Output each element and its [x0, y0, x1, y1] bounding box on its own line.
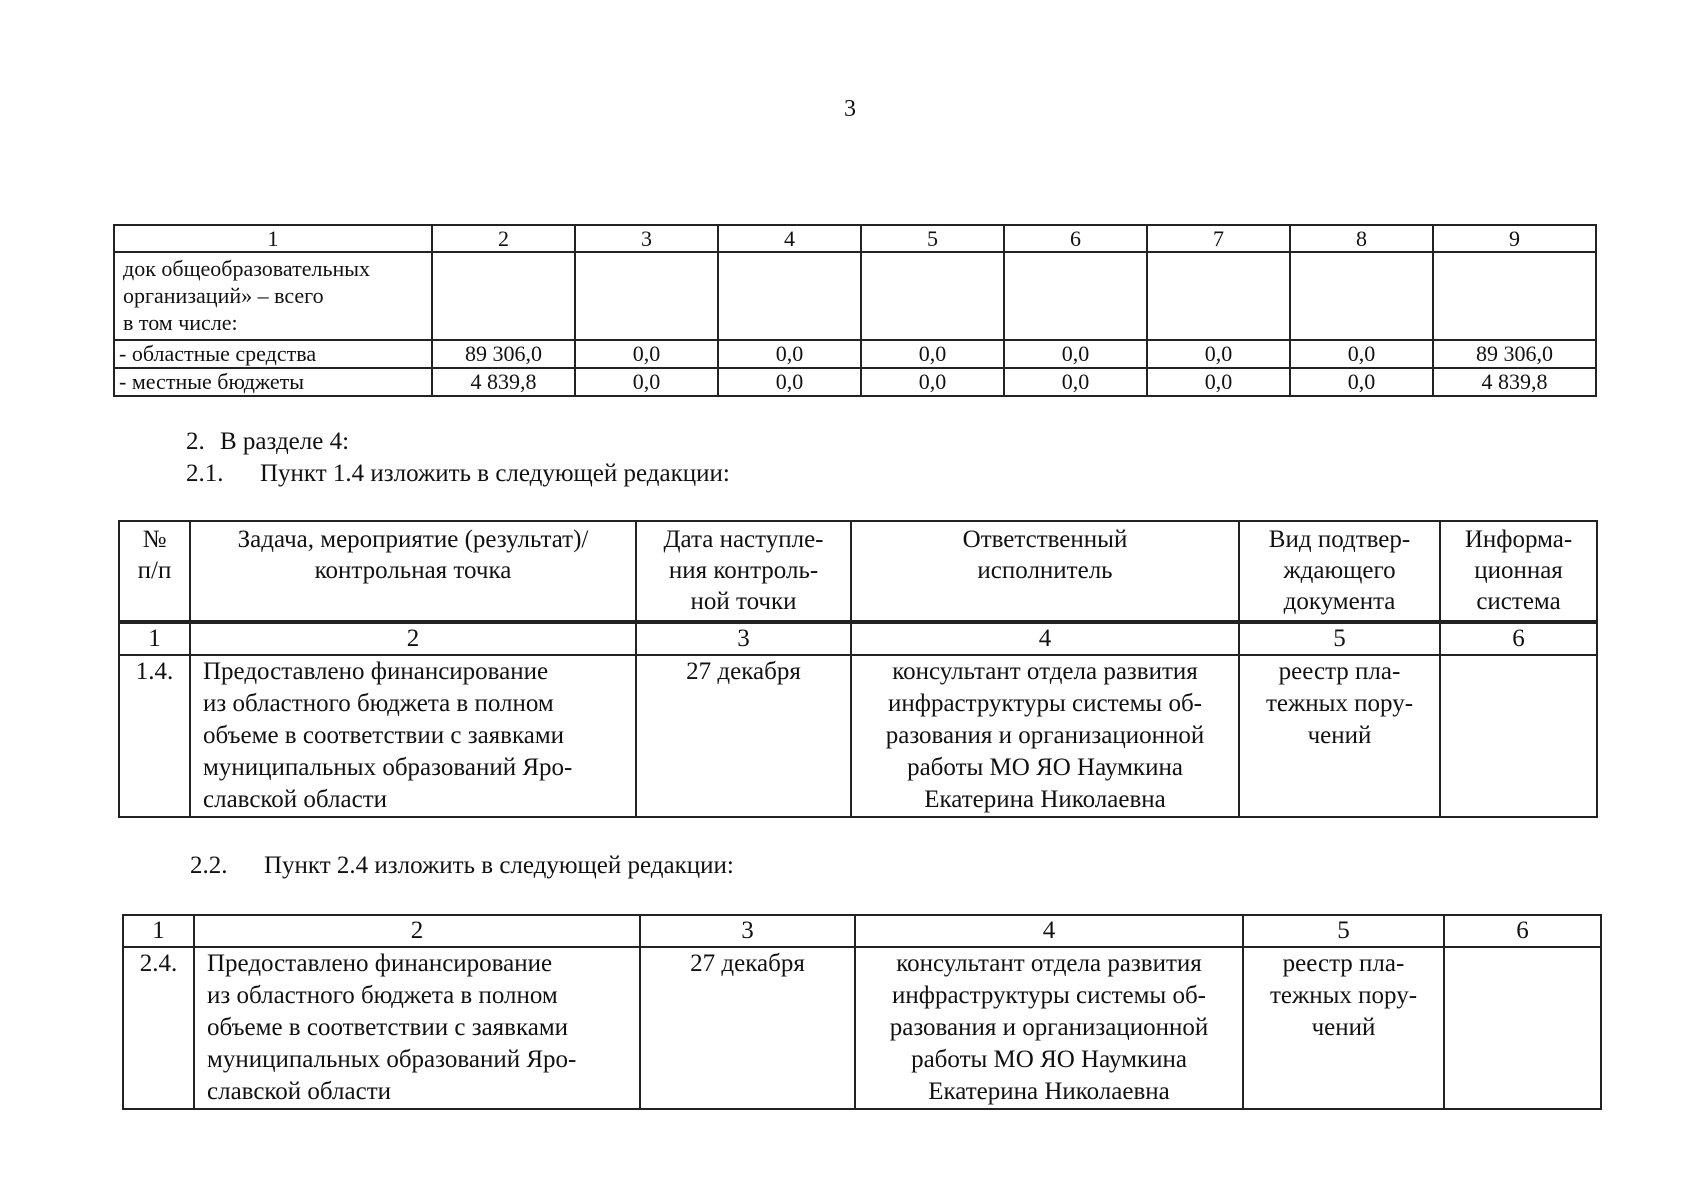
header-cell: 4 [718, 225, 861, 252]
text-line: консультант отдела развития [896, 950, 1202, 977]
task-system [1440, 655, 1597, 817]
column-number: 5 [1243, 915, 1444, 947]
header-cell: 5 [861, 225, 1004, 252]
budget-intro-row [114, 252, 1596, 340]
value-cell: 0,0 [1004, 368, 1147, 396]
header-line: исполнитель [977, 557, 1113, 584]
row-label: - местные бюджеты [114, 368, 432, 396]
value-cell: 0,0 [1004, 340, 1147, 368]
text-line: реестр пла- [1282, 950, 1405, 977]
column-number: 6 [1444, 915, 1601, 947]
header-task [190, 521, 636, 622]
text-line: из областного бюджета в полном [203, 690, 554, 717]
intro-label [114, 252, 432, 340]
task-date: 27 декабря [640, 947, 855, 1109]
paragraph-2-2 [190, 852, 734, 880]
section-paragraph [186, 428, 349, 456]
column-number: 5 [1239, 622, 1440, 655]
task-description [190, 655, 636, 817]
header-line: № [142, 526, 167, 553]
value-cell: 4 839,8 [432, 368, 575, 396]
header-line: п/п [137, 557, 172, 584]
empty-cell [1290, 252, 1433, 340]
header-cell: 2 [432, 225, 575, 252]
column-number: 4 [855, 915, 1243, 947]
header-cell: 8 [1290, 225, 1433, 252]
text-line: муниципальных образований Яро- [207, 1046, 577, 1073]
task-date: 27 декабря [636, 655, 851, 817]
text-line: тежных пору- [1265, 690, 1414, 717]
header-cell: 1 [114, 225, 432, 252]
value-cell: 0,0 [861, 340, 1004, 368]
header-document [1239, 521, 1440, 622]
header-line: контрольная точка [314, 557, 512, 584]
column-number: 3 [640, 915, 855, 947]
text-line: Екатерина Николаевна [928, 1078, 1170, 1105]
header-line: ждающего [1283, 557, 1396, 584]
text-line: консультант отдела развития [892, 658, 1198, 685]
task-system [1444, 947, 1601, 1109]
column-numbers-row [123, 915, 1601, 947]
text-line: славской области [207, 1078, 391, 1105]
value-cell: 0,0 [861, 368, 1004, 396]
paragraph-2-1 [186, 460, 730, 488]
para-text: В разделе 4: [220, 428, 350, 455]
intro-line: в том числе: [123, 310, 238, 335]
value-cell: 89 306,0 [1433, 340, 1596, 368]
text-line: инфраструктуры системы об- [891, 982, 1206, 1009]
task-executor [855, 947, 1243, 1109]
empty-cell [1147, 252, 1290, 340]
header-line: Задача, мероприятие (результат)/ [237, 526, 589, 553]
task-row [119, 655, 1597, 817]
header-line: документа [1283, 588, 1396, 615]
empty-cell [718, 252, 861, 340]
task-table-1-4 [118, 520, 1598, 818]
column-number: 2 [194, 915, 640, 947]
column-number: 2 [190, 622, 636, 655]
budget-table [113, 224, 1597, 397]
header-line: Дата наступле- [663, 526, 824, 553]
text-line: Екатерина Николаевна [924, 786, 1166, 813]
empty-cell [432, 252, 575, 340]
text-line: инфраструктуры системы об- [887, 690, 1202, 717]
value-cell: 0,0 [1147, 368, 1290, 396]
text-line: тежных пору- [1269, 982, 1418, 1009]
column-number: 6 [1440, 622, 1597, 655]
header-number [119, 521, 190, 622]
budget-header-row [114, 225, 1596, 252]
page-number: 3 [844, 96, 856, 122]
value-cell: 0,0 [1147, 340, 1290, 368]
column-number: 4 [851, 622, 1239, 655]
text-line: чений [1311, 1014, 1376, 1041]
text-line: работы МО ЯО Наумкина [911, 1046, 1187, 1073]
column-number: 1 [119, 622, 190, 655]
value-cell: 0,0 [718, 368, 861, 396]
empty-cell [861, 252, 1004, 340]
task-number: 2.4. [123, 947, 194, 1109]
text-line: муниципальных образований Яро- [203, 754, 573, 781]
para-text: Пункт 2.4 изложить в следующей редакции: [264, 852, 734, 879]
value-cell: 4 839,8 [1433, 368, 1596, 396]
header-date [636, 521, 851, 622]
para-number: 2.2. [190, 852, 228, 879]
task-document [1239, 655, 1440, 817]
column-number: 3 [636, 622, 851, 655]
intro-line: организаций» – всего [123, 283, 324, 308]
value-cell: 0,0 [575, 368, 718, 396]
text-line: славской области [203, 786, 387, 813]
text-line: работы МО ЯО Наумкина [907, 754, 1183, 781]
empty-cell [1433, 252, 1596, 340]
header-cell: 6 [1004, 225, 1147, 252]
value-cell: 0,0 [1290, 368, 1433, 396]
header-line: Ответственный [962, 526, 1128, 553]
task-header-row [119, 521, 1597, 622]
para-number: 2.1. [186, 460, 224, 487]
value-cell: 89 306,0 [432, 340, 575, 368]
text-line: чений [1307, 722, 1372, 749]
task-executor [851, 655, 1239, 817]
para-text: Пункт 1.4 изложить в следующей редакции: [260, 460, 730, 487]
budget-row-regional [114, 340, 1596, 368]
task-row [123, 947, 1601, 1109]
header-line: Информа- [1464, 526, 1573, 553]
column-number: 1 [123, 915, 194, 947]
value-cell: 0,0 [1290, 340, 1433, 368]
text-line: реестр пла- [1278, 658, 1401, 685]
task-description [194, 947, 640, 1109]
text-line: объеме в соответствии с заявками [207, 1014, 569, 1041]
header-line: ния контроль- [668, 557, 819, 584]
header-line: Вид подтвер- [1268, 526, 1411, 553]
text-line: разования и организационной [889, 1014, 1209, 1041]
empty-cell [1004, 252, 1147, 340]
task-table-2-4 [122, 914, 1602, 1110]
budget-row-local [114, 368, 1596, 396]
text-line: Предоставлено финансирование [207, 950, 553, 977]
value-cell: 0,0 [718, 340, 861, 368]
header-system [1440, 521, 1597, 622]
header-cell: 7 [1147, 225, 1290, 252]
header-line: ционная [1474, 557, 1563, 584]
header-cell: 3 [575, 225, 718, 252]
header-cell: 9 [1433, 225, 1596, 252]
row-label: - областные средства [114, 340, 432, 368]
header-line: система [1476, 588, 1561, 615]
task-number: 1.4. [119, 655, 190, 817]
text-line: из областного бюджета в полном [207, 982, 558, 1009]
empty-cell [575, 252, 718, 340]
value-cell: 0,0 [575, 340, 718, 368]
task-document [1243, 947, 1444, 1109]
header-executor [851, 521, 1239, 622]
header-line: ной точки [690, 588, 797, 615]
text-line: разования и организационной [885, 722, 1205, 749]
column-numbers-row [119, 622, 1597, 655]
intro-line: док общеобразовательных [123, 256, 371, 281]
para-number: 2. [186, 428, 205, 455]
text-line: объеме в соответствии с заявками [203, 722, 565, 749]
text-line: Предоставлено финансирование [203, 658, 549, 685]
